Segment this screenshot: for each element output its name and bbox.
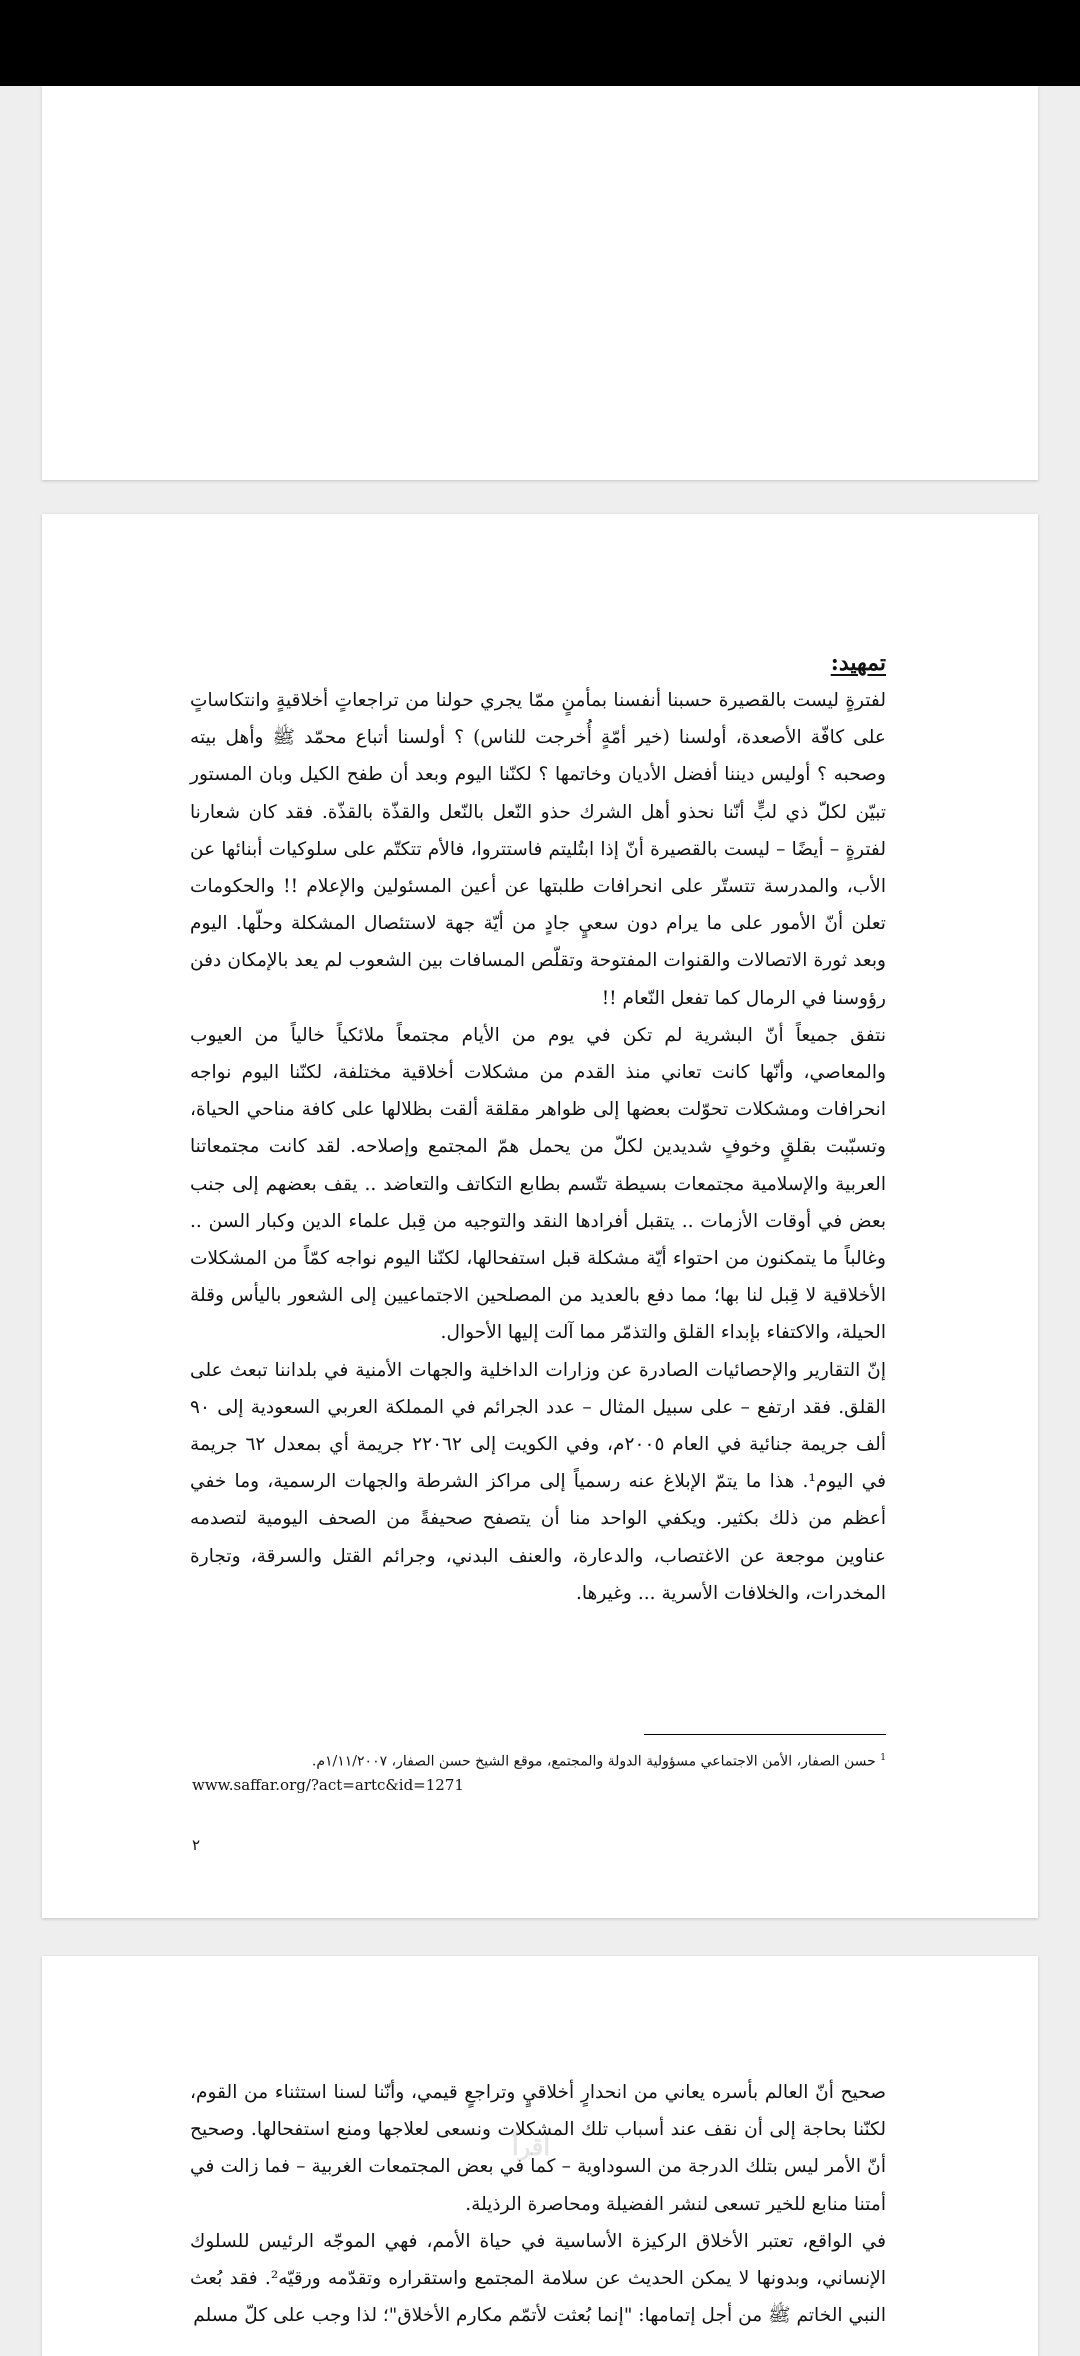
- footnote-text: حسن الصفار، الأمن الاجتماعي مسؤولية الدولة والمجتمع، موقع الشيخ حسن الصفار، ١/١١/٢٠٠٧م.: [311, 1753, 876, 1770]
- document-page-2: [42, 514, 1038, 1918]
- document-page-1: [42, 86, 1038, 480]
- paragraph-2: نتفق جميعاً أنّ البشرية لم تكن في يوم من الأيام مجتمعاً ملائكياً خالياً من العيوب والمعاصي، وأنّها كانت تعاني منذ القدم من مشكلات أخلاقية مختلفة، لكنّنا اليوم نواجه انحرافات ومشكلات تحوّلت بعضها إلى ظواهر مقلقة ألقت بظلالها على كافة مناحي الحياة، وتسبّبت بقلقٍ وخوفٍ شديدين لكلّ من يحمل همّ المجتمع وإصلاحه. لقد كانت مجتمعاتنا العربية والإسلامية مجتمعات بسيطة تتّسم بطابع التكاتف والتعاضد .. يقف بعضهم إلى جنب بعض في أوقات الأزمات .. يتقبل أفرادها النقد والتوجيه من قِبل علماء الدين وكبار السن .. وغالباً ما يتمكنون من احتواء أيّة مشكلة قبل استفحالها، لكنّنا اليوم نواجه كمّاً من المشكلات الأخلاقية لا قِبل لنا بها؛ مما دفع بالعديد من المصلحين الاجتماعيين إلى الشعور باليأس وقلة الحيلة، والاكتفاء بإبداء القلق والتذمّر مما آلت إليها الأحوال.: [190, 1024, 887, 1344]
- footnote-url[interactable]: www.saffar.org/?act=artc&id=1271: [192, 1776, 464, 1794]
- section-heading: تمهيد:: [830, 650, 886, 676]
- page-number: ٢: [192, 1836, 201, 1854]
- document-page-3: [42, 1956, 1038, 2356]
- paragraph-1: لفترةٍ ليست بالقصيرة حسبنا أنفسنا بمأمنٍ ممّا يجري حولنا من تراجعاتٍ أخلاقيةٍ وانتكاساتٍ على كافّة الأصعدة، أولسنا (خير أمّةٍ أُخرجت للناس) ؟ أولسنا أتباع محمّد ﷺ وأهل بيته وصحبه ؟ أوليس ديننا أفضل الأديان وخاتمها ؟ لكنّنا اليوم وبعد أن طفح الكيل وبان المستور تبيّن لكلّ ذي لبٍّ أنّنا نحذو أهل الشرك حذو النّعل بالنّعل والقذّة بالقذّة. فقد كان شعارنا لفترةٍ – أيضًا – ليست بالقصيرة أنّ إذا ابتُليتم فاستتروا، فالأم تتكتّم على سلوكيات أبنائها عن الأب، والمدرسة تتستّر على انحرافات طلبتها عن أعين المسئولين والإعلام !! والحكومات تعلن أنّ الأمور على ما يرام دون سعيٍ جادٍ من أيّة جهة لاستئصال المشكلة وحلّها. اليوم وبعد ثورة الاتصالات والقنوات المفتوحة وتقلّص المسافات بين الشعوب لم يعد بالإمكان دفن رؤوسنا في الرمال كما تفعل النّعام !!: [190, 690, 886, 1009]
- page-3-body: [190, 2074, 886, 2334]
- paragraph-3: إنّ التقارير والإحصائيات الصادرة عن وزارات الداخلية والجهات الأمنية في بلداننا تبعث على القلق. فقد ارتفع – على سبيل المثال – عدد الجرائم في المملكة العربي السعودية إلى ٩٠ ألف جريمة جنائية في العام ٢٠٠٥م، وفي الكويت إلى ٢٢٠٦٢ جريمة أي بمعدل ٦٢ جريمة في اليوم¹. هذا ما يتمّ الإبلاغ عنه رسمياً إلى مراكز الشرطة والجهات الرسمية، وما خفي أعظم من ذلك بكثير. ويكفي الواحد منا أن يتصفح صحيفةً من الصحف اليومية لتصدمه عناوين موجعة عن الاغتصاب، والدعارة، والعنف البدني، وجرائم القتل والسرقة، وتجارة المخدرات، والخلافات الأسرية ... وغيرها.: [190, 1359, 887, 1604]
- paragraph-1: صحيح أنّ العالم بأسره يعاني من انحدارٍ أخلاقيٍ وتراجعٍ قيمي، وأنّنا لسنا استثناء من القوم، لكنّنا بحاجة إلى أن نقف عند أسباب تلك المشكلات ونسعى لعلاجها ومنع استفحالها. وصحيح أنّ الأمر ليس بتلك الدرجة من السوداوية – كما في بعض المجتمعات الغربية – فما زالت في أمتنا منابع للخير تسعى لنشر الفضيلة ومحاصرة الرذيلة.: [190, 2082, 886, 2215]
- paragraph-2: في الواقع، تعتبر الأخلاق الركيزة الأساسية في حياة الأمم، فهي الموجّه الرئيس للسلوك الإنساني، وبدونها لا يمكن الحديث عن سلامة المجتمع واستقراره وتقدّمه ورقيّه². فقد بُعث النبي الخاتم ﷺ من أجل إتمامها: "إنما بُعثت لأتمّم مكارم الأخلاق"؛ لذا وجب على كلّ مسلم: [190, 2230, 886, 2327]
- status-bar: [0, 0, 1080, 86]
- footnote-marker: 1: [880, 1753, 886, 1763]
- watermark-logo: اقرأ: [512, 2132, 551, 2161]
- footnote-divider: [644, 1734, 886, 1735]
- page-2-body: [190, 644, 886, 1612]
- footnote: [190, 1748, 886, 1772]
